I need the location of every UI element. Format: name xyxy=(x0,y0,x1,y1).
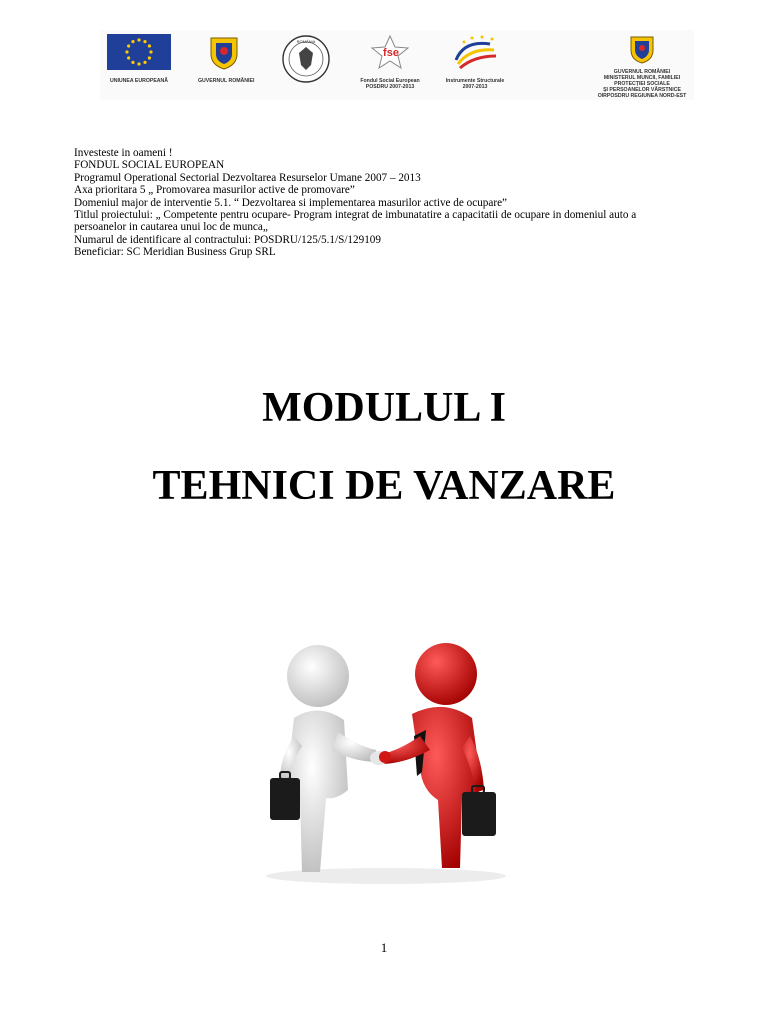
coat-of-arms-icon xyxy=(207,34,241,70)
ministry-caption-5: OIRPOSDRU REGIUNEA NORD-EST xyxy=(597,93,687,99)
government-logo-caption: GUVERNUL ROMÂNIEI xyxy=(198,78,255,84)
header-line-project-title-cont: persoanelor in cautarea unui loc de munca„ xyxy=(74,221,268,234)
government-logo xyxy=(198,34,255,84)
handshake-illustration xyxy=(236,640,534,888)
eu-logo-caption: UNIUNEA EUROPEANĂ xyxy=(109,78,169,84)
ministry-coat-of-arms-icon xyxy=(628,34,656,64)
page-number: 1 xyxy=(380,940,388,955)
fse-logo xyxy=(352,34,428,90)
header-line-fund: FONDUL SOCIAL EUROPEAN xyxy=(74,159,225,172)
seal-logo xyxy=(276,34,336,89)
fse-text: fse xyxy=(383,47,399,59)
fse-logo-caption-1: Fondul Social European xyxy=(360,78,420,84)
ministry-caption-4: ȘI PERSOANELOR VÂRSTNICE xyxy=(603,87,681,93)
header-line-contract-id: Numarul de identificare al contractului: POSDRU/125/5.1/S/129109 xyxy=(74,233,381,246)
header-line-domain: Domeniul major de interventie 5.1. “ Dezvoltarea si implementarea masurilor active de ocupare” xyxy=(74,196,508,209)
module-subject: TEHNICI DE VANZARE xyxy=(152,463,616,509)
seal-text: ROMÂNIA xyxy=(296,39,316,44)
fse-star-icon xyxy=(365,34,415,70)
structural-instruments-logo xyxy=(440,34,510,90)
ministry-logo xyxy=(592,34,692,99)
ministry-caption-2: MINISTERUL MUNCII, FAMILIEI xyxy=(603,75,681,81)
structural-instruments-caption-1: Instrumente Structurale xyxy=(445,78,505,84)
structural-instruments-icon xyxy=(450,34,500,70)
header-line-slogan: Investeste in oameni ! xyxy=(74,147,173,159)
ministry-caption-3: PROTECȚIEI SOCIALE xyxy=(614,81,670,87)
header-line-programme: Programul Operational Sectorial Dezvoltarea Resurselor Umane 2007 – 2013 xyxy=(74,171,421,184)
eu-logo xyxy=(106,34,172,84)
module-title: MODULUL I xyxy=(262,385,506,431)
project-header xyxy=(74,147,636,259)
structural-instruments-caption-2: 2007-2013 xyxy=(462,84,488,90)
header-line-axis: Axa prioritara 5 „ Promovarea masurilor active de promovare” xyxy=(74,184,355,197)
eu-flag-icon xyxy=(107,34,171,70)
handshake-icon xyxy=(236,640,534,888)
header-line-beneficiary: Beneficiar: SC Meridian Business Grup SRL xyxy=(74,246,276,259)
header-line-project-title: Titlul proiectului: „ Competente pentru ocupare- Program integrat de imbunatatire a capacitatii de ocupare in domeniul auto a xyxy=(74,209,637,222)
ministry-caption-1: GUVERNUL ROMÂNIEI xyxy=(613,69,671,75)
seal-icon xyxy=(278,34,334,84)
fse-logo-caption-2: POSDRU 2007-2013 xyxy=(365,84,415,90)
